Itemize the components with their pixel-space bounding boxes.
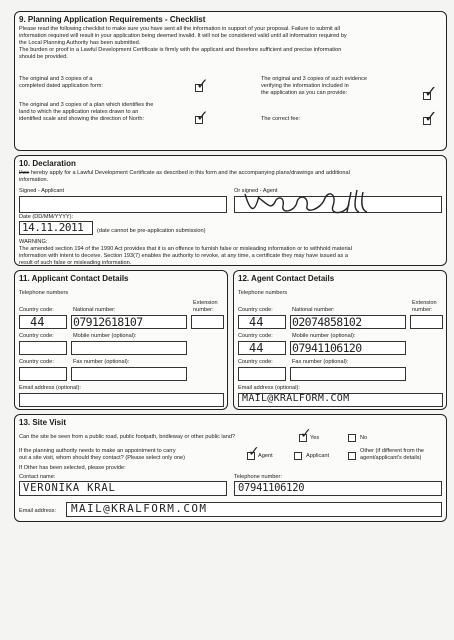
agent-mobile-value: 07941106120 [292, 341, 362, 355]
contact-name-value: VERONIKA KRAL [23, 482, 116, 494]
applicant-mobile-field[interactable] [71, 341, 187, 355]
date-note: (date cannot be pre-application submission) [97, 228, 206, 234]
checkmark-icon: ✓ [248, 444, 260, 460]
checklist-item-fee: The correct fee: [261, 116, 301, 122]
agent-country-code-label: Country code: [238, 307, 273, 313]
applicant-extension-label: Extension [193, 300, 218, 306]
section-12-title: 12. Agent Contact Details [238, 274, 335, 283]
applicant-country-code-value: 44 [30, 315, 45, 329]
checklist-intro-3: the Local Planning Authority has been submitted. [19, 40, 141, 46]
agent-country-code-label-3: Country code: [238, 359, 273, 365]
section-13-title: 13. Site Visit [19, 418, 66, 427]
date-value: 14.11.2011 [22, 221, 84, 234]
signed-applicant-label: Signed - Applicant [19, 188, 65, 194]
section-11-applicant-contact [14, 270, 228, 410]
section-11-title: 11. Applicant Contact Details [19, 274, 129, 283]
applicant-email-label: Email address (optional): [19, 385, 81, 391]
site-visible-question: Can the site be seen from a public road, public footpath, bridleway or other public land? [19, 434, 236, 440]
agent-national-number-label: National number: [292, 307, 335, 313]
contact-email-label: Email address: [19, 508, 56, 514]
checklist-intro-4: The burden or proof in a Lawful Development Certificate is firmly with the applicant and therefore sufficient and precise information [19, 47, 342, 53]
checkmark-icon: ✓ [424, 107, 438, 126]
agent-country-code-field-3[interactable] [238, 367, 286, 381]
agent-country-code-label-2: Country code: [238, 333, 273, 339]
agent-email-label: Email address (optional): [238, 385, 300, 391]
contact-email-value: MAIL@KRALFORM.COM [71, 502, 208, 515]
agent-fax-field[interactable] [290, 367, 406, 381]
agent-signature-icon [237, 184, 387, 218]
checkmark-icon: ✓ [300, 426, 312, 442]
checklist-intro-2: information required will result in your application being deemed invalid. It will not be considered valid until all information required by [19, 33, 347, 39]
contact-question-text: out a site visit, whom should they contact? (Please select only one) [19, 455, 186, 461]
section-10-title: 10. Declaration [19, 159, 76, 168]
other-option-label-2: agent/applicant's details) [360, 455, 422, 461]
checkmark-icon: ✓ [196, 75, 209, 93]
warning-title: WARNING: [19, 239, 48, 245]
applicant-email-field[interactable] [19, 393, 224, 407]
section-10-declaration [14, 155, 447, 266]
warning-text-3: result of such false or misleading information. [19, 260, 132, 266]
checkbox-other[interactable] [348, 452, 356, 460]
applicant-option-label: Applicant [306, 453, 330, 459]
other-details-prompt: If Other has been selected, please provide: [19, 465, 126, 471]
checklist-item-form-line-2: completed dated application form: [19, 83, 103, 89]
agent-option-label: Agent [258, 453, 273, 459]
agent-extension-number-label: number: [412, 307, 433, 313]
contact-name-label: Contact name: [19, 474, 56, 480]
checklist-item-plan-line-2: land to which the application relates drawn to an [19, 109, 139, 115]
applicant-fax-label: Fax number (optional): [73, 359, 130, 365]
no-label: No [360, 435, 368, 441]
other-option-label-1: Other (if different from the [360, 448, 424, 454]
section-9-title: 9. Planning Application Requirements - Checklist [19, 15, 206, 24]
warning-text-2: information with intent to deceive. Section 193(7) enables the authority to revoke, at any time, a certificate they may have issued as a [19, 253, 348, 259]
checkmark-icon: ✓ [424, 82, 438, 101]
contact-telephone-label: Telephone number: [234, 474, 282, 480]
applicant-extension-field[interactable] [191, 315, 224, 329]
agent-country-code-value: 44 [249, 315, 264, 329]
checklist-item-plan-line-1: The original and 3 copies of a plan which identifies the [19, 102, 154, 108]
declaration-struck-text: I/we [19, 170, 30, 176]
checklist-intro-1: Please read the following checklist to make sure you have sent all the information in support of your proposal. Failure to submit all [19, 26, 340, 32]
declaration-text-rest: hereby apply for a Lawful Development Certificate as described in this form and the accompanying plans/drawings and additional [29, 170, 350, 176]
checklist-intro-5: should be provided. [19, 54, 68, 60]
checkmark-icon: ✓ [196, 107, 209, 125]
agent-extension-label: Extension [412, 300, 437, 306]
agent-country-code-value-2: 44 [249, 341, 264, 355]
applicant-fax-field[interactable] [71, 367, 187, 381]
declaration-text-2: information. [19, 177, 49, 183]
section-13-site-visit [14, 414, 447, 522]
applicant-national-number-label: National number: [73, 307, 116, 313]
contact-telephone-value: 07941106120 [238, 482, 305, 494]
yes-label: Yes [310, 435, 320, 441]
applicant-country-code-field-2[interactable] [19, 341, 67, 355]
agent-email-value: MAIL@KRALFORM.COM [242, 393, 350, 404]
checklist-item-plan-line-3: identified scale and showing the direction of North: [19, 116, 145, 122]
applicant-mobile-label: Mobile number (optional): [73, 333, 137, 339]
agent-extension-field[interactable] [410, 315, 443, 329]
applicant-extension-number-label: number: [193, 307, 214, 313]
applicant-phone-heading: Telephone numbers [19, 290, 69, 296]
date-label: Date (DD/MM/YYYY): [19, 214, 74, 220]
section-9-checklist [14, 11, 447, 151]
checklist-item-evidence-line-2: verifying the information included in [261, 83, 349, 89]
applicant-signature-field[interactable] [19, 196, 227, 213]
contact-question-line-2 [19, 455, 185, 462]
checklist-item-evidence-line-3: the application as you can provide: [261, 90, 348, 96]
signed-agent-label: Or signed - Agent [234, 188, 278, 194]
agent-mobile-label: Mobile number (optional): [292, 333, 356, 339]
agent-fax-label: Fax number (optional): [292, 359, 349, 365]
applicant-country-code-label-3: Country code: [19, 359, 54, 365]
checkbox-applicant[interactable] [294, 452, 302, 460]
checkbox-no[interactable] [348, 434, 356, 442]
agent-national-number-value: 02074858102 [292, 315, 362, 329]
warning-text-1: The amended section 194 of the 1990 Act provides that it is an offence to furnish false or misleading information or to withhold material [19, 246, 352, 252]
checklist-item-evidence-line-1: The original and 3 copies of such evidence [261, 76, 368, 82]
section-12-agent-contact [233, 270, 447, 410]
agent-phone-heading: Telephone numbers [238, 290, 288, 296]
contact-question-line-1: If the planning authority needs to make an appointment to carry [19, 448, 176, 454]
declaration-text-1 [19, 170, 444, 177]
applicant-national-number-value: 07912618107 [73, 315, 143, 329]
applicant-country-code-label-2: Country code: [19, 333, 54, 339]
applicant-country-code-label: Country code: [19, 307, 54, 313]
applicant-country-code-field-3[interactable] [19, 367, 67, 381]
checklist-item-form-line-1: The original and 3 copies of a [19, 76, 93, 82]
